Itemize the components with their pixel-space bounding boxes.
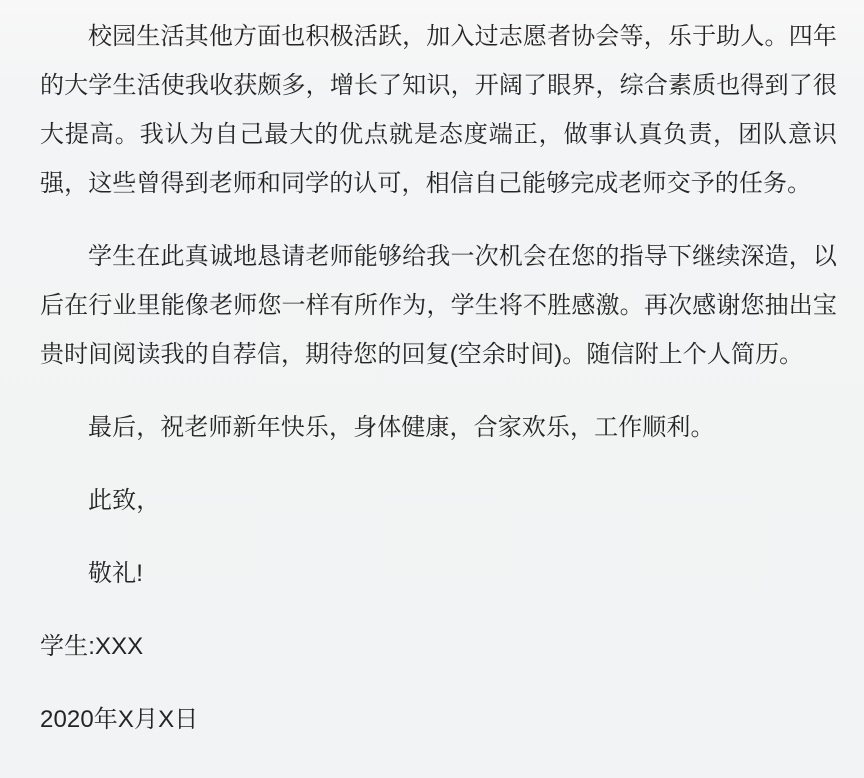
signature: 学生:XXX bbox=[40, 633, 144, 660]
paragraph-campus-life: 校园生活其他方面也积极活跃，加入过志愿者协会等，乐于助人。四年的大学生活使我收获颇多，增长了知识，开阔了眼界，综合素质也得到了很大提高。我认为自己最大的优点就是态度端正，做事认真负责，团队意识强，这些曾得到老师和同学的认可，相信自己能够完成老师交予的任务。 bbox=[40, 23, 837, 197]
paragraph-request: 学生在此真诚地恳请老师能够给我一次机会在您的指导下继续深造，以后在行业里能像老师您一样有所作为，学生将不胜感激。再次感谢您抽出宝贵时间阅读我的自荐信，期待您的回复(空余时间)。随信附上个人简历。 bbox=[40, 243, 837, 368]
paragraph-wishes: 最后，祝老师新年快乐，身体健康，合家欢乐，工作顺利。 bbox=[88, 414, 715, 441]
closing-salute: 敬礼! bbox=[88, 560, 143, 587]
date: 2020年X月X日 bbox=[40, 706, 199, 733]
closing-respectfully: 此致， bbox=[88, 487, 161, 514]
